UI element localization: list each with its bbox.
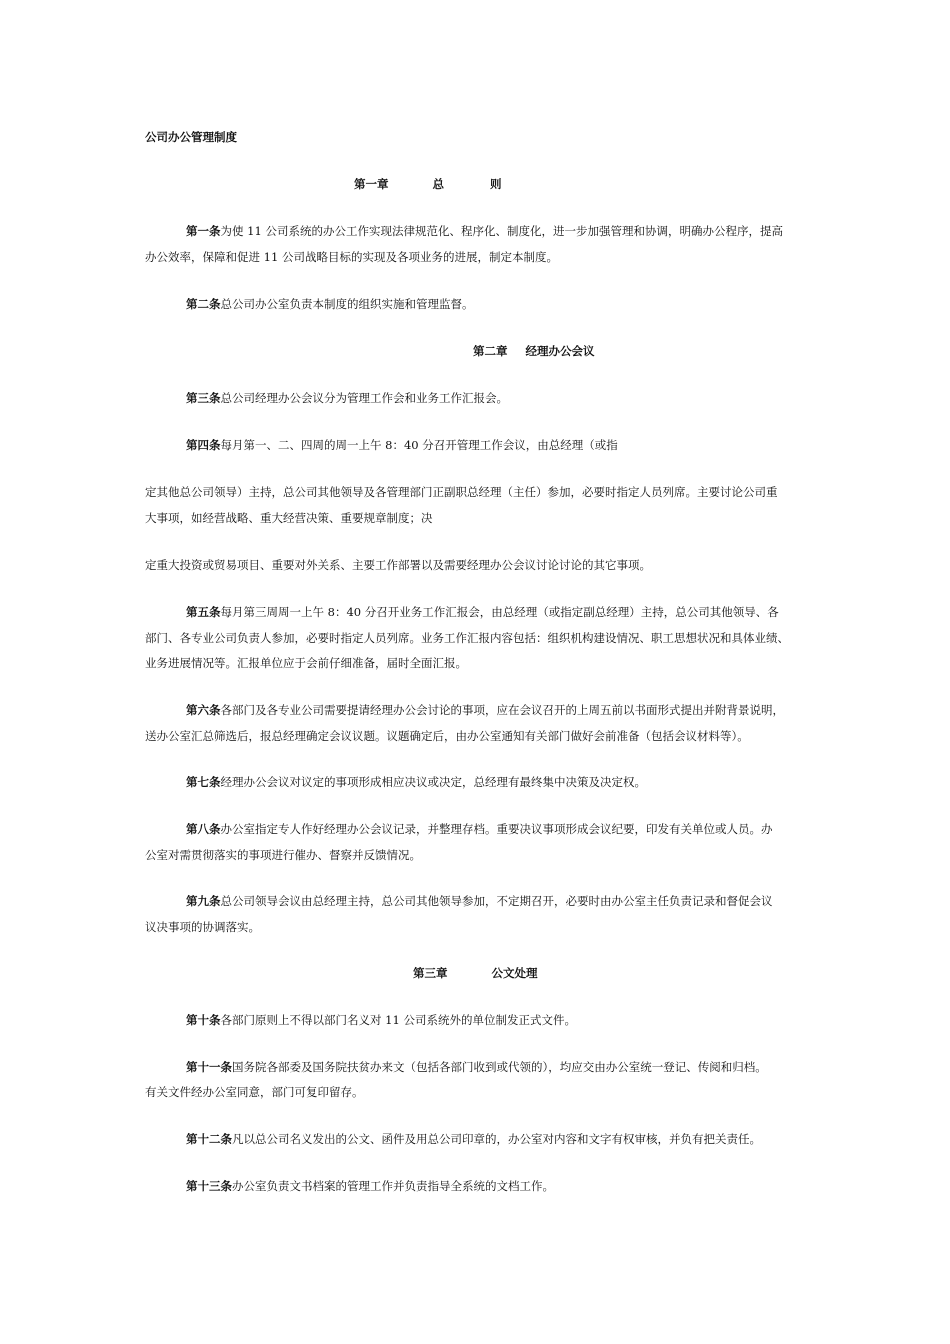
chapter-1-name-part-2: 则 — [490, 177, 502, 191]
article-4-label: 第四条 — [186, 438, 221, 452]
chapter-3-heading — [413, 966, 538, 980]
chapter-1-heading — [354, 177, 502, 191]
article-5-text: 每月第三周周一上午 8：40 分召开业务工作汇报会，由总经理（或指定副总经理）主持，总公司其他领导、各 — [220, 605, 779, 619]
article-8-line-2: 公室对需贯彻落实的事项进行催办、督察并反馈情况。 — [145, 848, 421, 862]
article-4-line-3: 大事项，如经营战略、重大经营决策、重要规章制度；决 — [145, 511, 433, 525]
article-11-line-1 — [186, 1060, 767, 1074]
article-6-text: 各部门及各专业公司需要提请经理办公会讨论的事项，应在会议召开的上周五前以书面形式提出并附背景说明， — [220, 703, 784, 717]
article-7-text: 经理办公会议对议定的事项形成相应决议或决定，总经理有最终集中决策及决定权。 — [220, 775, 646, 789]
chapter-1-number: 第一章 — [354, 177, 389, 191]
chapter-2-heading — [473, 344, 595, 358]
article-1-text: 为使 11 公司系统的办公工作实现法律规范化、程序化、制度化，进一步加强管理和协调，明确办公程序，提高 — [220, 224, 783, 238]
chapter-2-name: 经理办公会议 — [525, 344, 595, 358]
article-1-line-2: 办公效率，保障和促进 11 公司战略目标的实现及各项业务的进展，制定本制度。 — [145, 250, 558, 264]
article-2-label: 第二条 — [186, 297, 221, 311]
article-4-text: 每月第一、二、四周的周一上午 8：40 分召开管理工作会议，由总经理（或指 — [220, 438, 618, 452]
article-13-line-1 — [186, 1179, 554, 1193]
article-12-line-1 — [186, 1132, 761, 1146]
article-6-label: 第六条 — [186, 703, 221, 717]
article-8-line-1 — [186, 822, 773, 836]
chapter-3-name: 公文处理 — [491, 966, 538, 980]
article-11-line-2: 有关文件经办公室同意，部门可复印留存。 — [145, 1085, 364, 1099]
article-9-line-1 — [186, 894, 773, 908]
article-9-line-2: 议决事项的协调落实。 — [145, 920, 260, 934]
article-5-line-3: 业务进展情况等。汇报单位应于会前仔细准备，届时全面汇报。 — [145, 656, 467, 670]
article-10-label: 第十条 — [186, 1013, 221, 1027]
article-8-label: 第八条 — [186, 822, 221, 836]
article-4-line-1 — [186, 438, 618, 452]
article-8-text: 办公室指定专人作好经理办公会议记录，并整理存档。重要决议事项形成会议纪要，印发有关单位或人员。办 — [220, 822, 773, 836]
article-9-text: 总公司领导会议由总经理主持，总公司其他领导参加，不定期召开，必要时由办公室主任负责记录和督促会议 — [220, 894, 773, 908]
article-4-line-2: 定其他总公司领导）主持，总公司其他领导及各管理部门正副职总经理（主任）参加，必要时指定人员列席。主要讨论公司重 — [145, 485, 778, 499]
article-5-line-1 — [186, 605, 779, 619]
article-12-label: 第十二条 — [186, 1132, 232, 1146]
article-7-line-1 — [186, 775, 646, 789]
article-3-text: 总公司经理办公会议分为管理工作会和业务工作汇报会。 — [220, 391, 508, 405]
article-9-label: 第九条 — [186, 894, 221, 908]
article-13-label: 第十三条 — [186, 1179, 232, 1193]
chapter-2-number: 第二章 — [473, 344, 508, 358]
article-1-label: 第一条 — [186, 224, 221, 238]
article-10-text: 各部门原则上不得以部门名义对 11 公司系统外的单位制发正式文件。 — [220, 1013, 576, 1027]
article-10-line-1 — [186, 1013, 576, 1027]
article-11-text: 国务院各部委及国务院扶贫办来文（包括各部门收到或代领的），均应交由办公室统一登记、传阅和归档。 — [232, 1060, 767, 1074]
article-4-line-4: 定重大投资或贸易项目、重要对外关系、主要工作部署以及需要经理办公会议讨论讨论的其它事项。 — [145, 558, 651, 572]
chapter-1-name-part-1: 总 — [432, 177, 445, 191]
article-13-text: 办公室负责文书档案的管理工作并负责指导全系统的文档工作。 — [232, 1179, 554, 1193]
article-6-line-1 — [186, 703, 784, 717]
article-2-line-1 — [186, 297, 474, 311]
article-3-label: 第三条 — [186, 391, 221, 405]
chapter-3-number: 第三章 — [413, 966, 448, 980]
article-6-line-2: 送办公室汇总筛选后，报总经理确定会议议题。议题确定后，由办公室通知有关部门做好会前准备（包括会议材料等）。 — [145, 729, 749, 743]
article-5-line-2: 部门、各专业公司负责人参加，必要时指定人员列席。业务工作汇报内容包括：组织机构建设情况、职工思想状况和具体业绩、 — [145, 631, 789, 645]
article-11-label: 第十一条 — [186, 1060, 232, 1074]
article-5-label: 第五条 — [186, 605, 221, 619]
article-3-line-1 — [186, 391, 508, 405]
document-title: 公司办公管理制度 — [145, 130, 237, 144]
article-2-text: 总公司办公室负责本制度的组织实施和管理监督。 — [220, 297, 474, 311]
article-12-text: 凡以总公司名义发出的公文、函件及用总公司印章的，办公室对内容和文字有权审核，并负有把关责任。 — [232, 1132, 761, 1146]
article-7-label: 第七条 — [186, 775, 221, 789]
article-1-line-1 — [186, 224, 783, 238]
